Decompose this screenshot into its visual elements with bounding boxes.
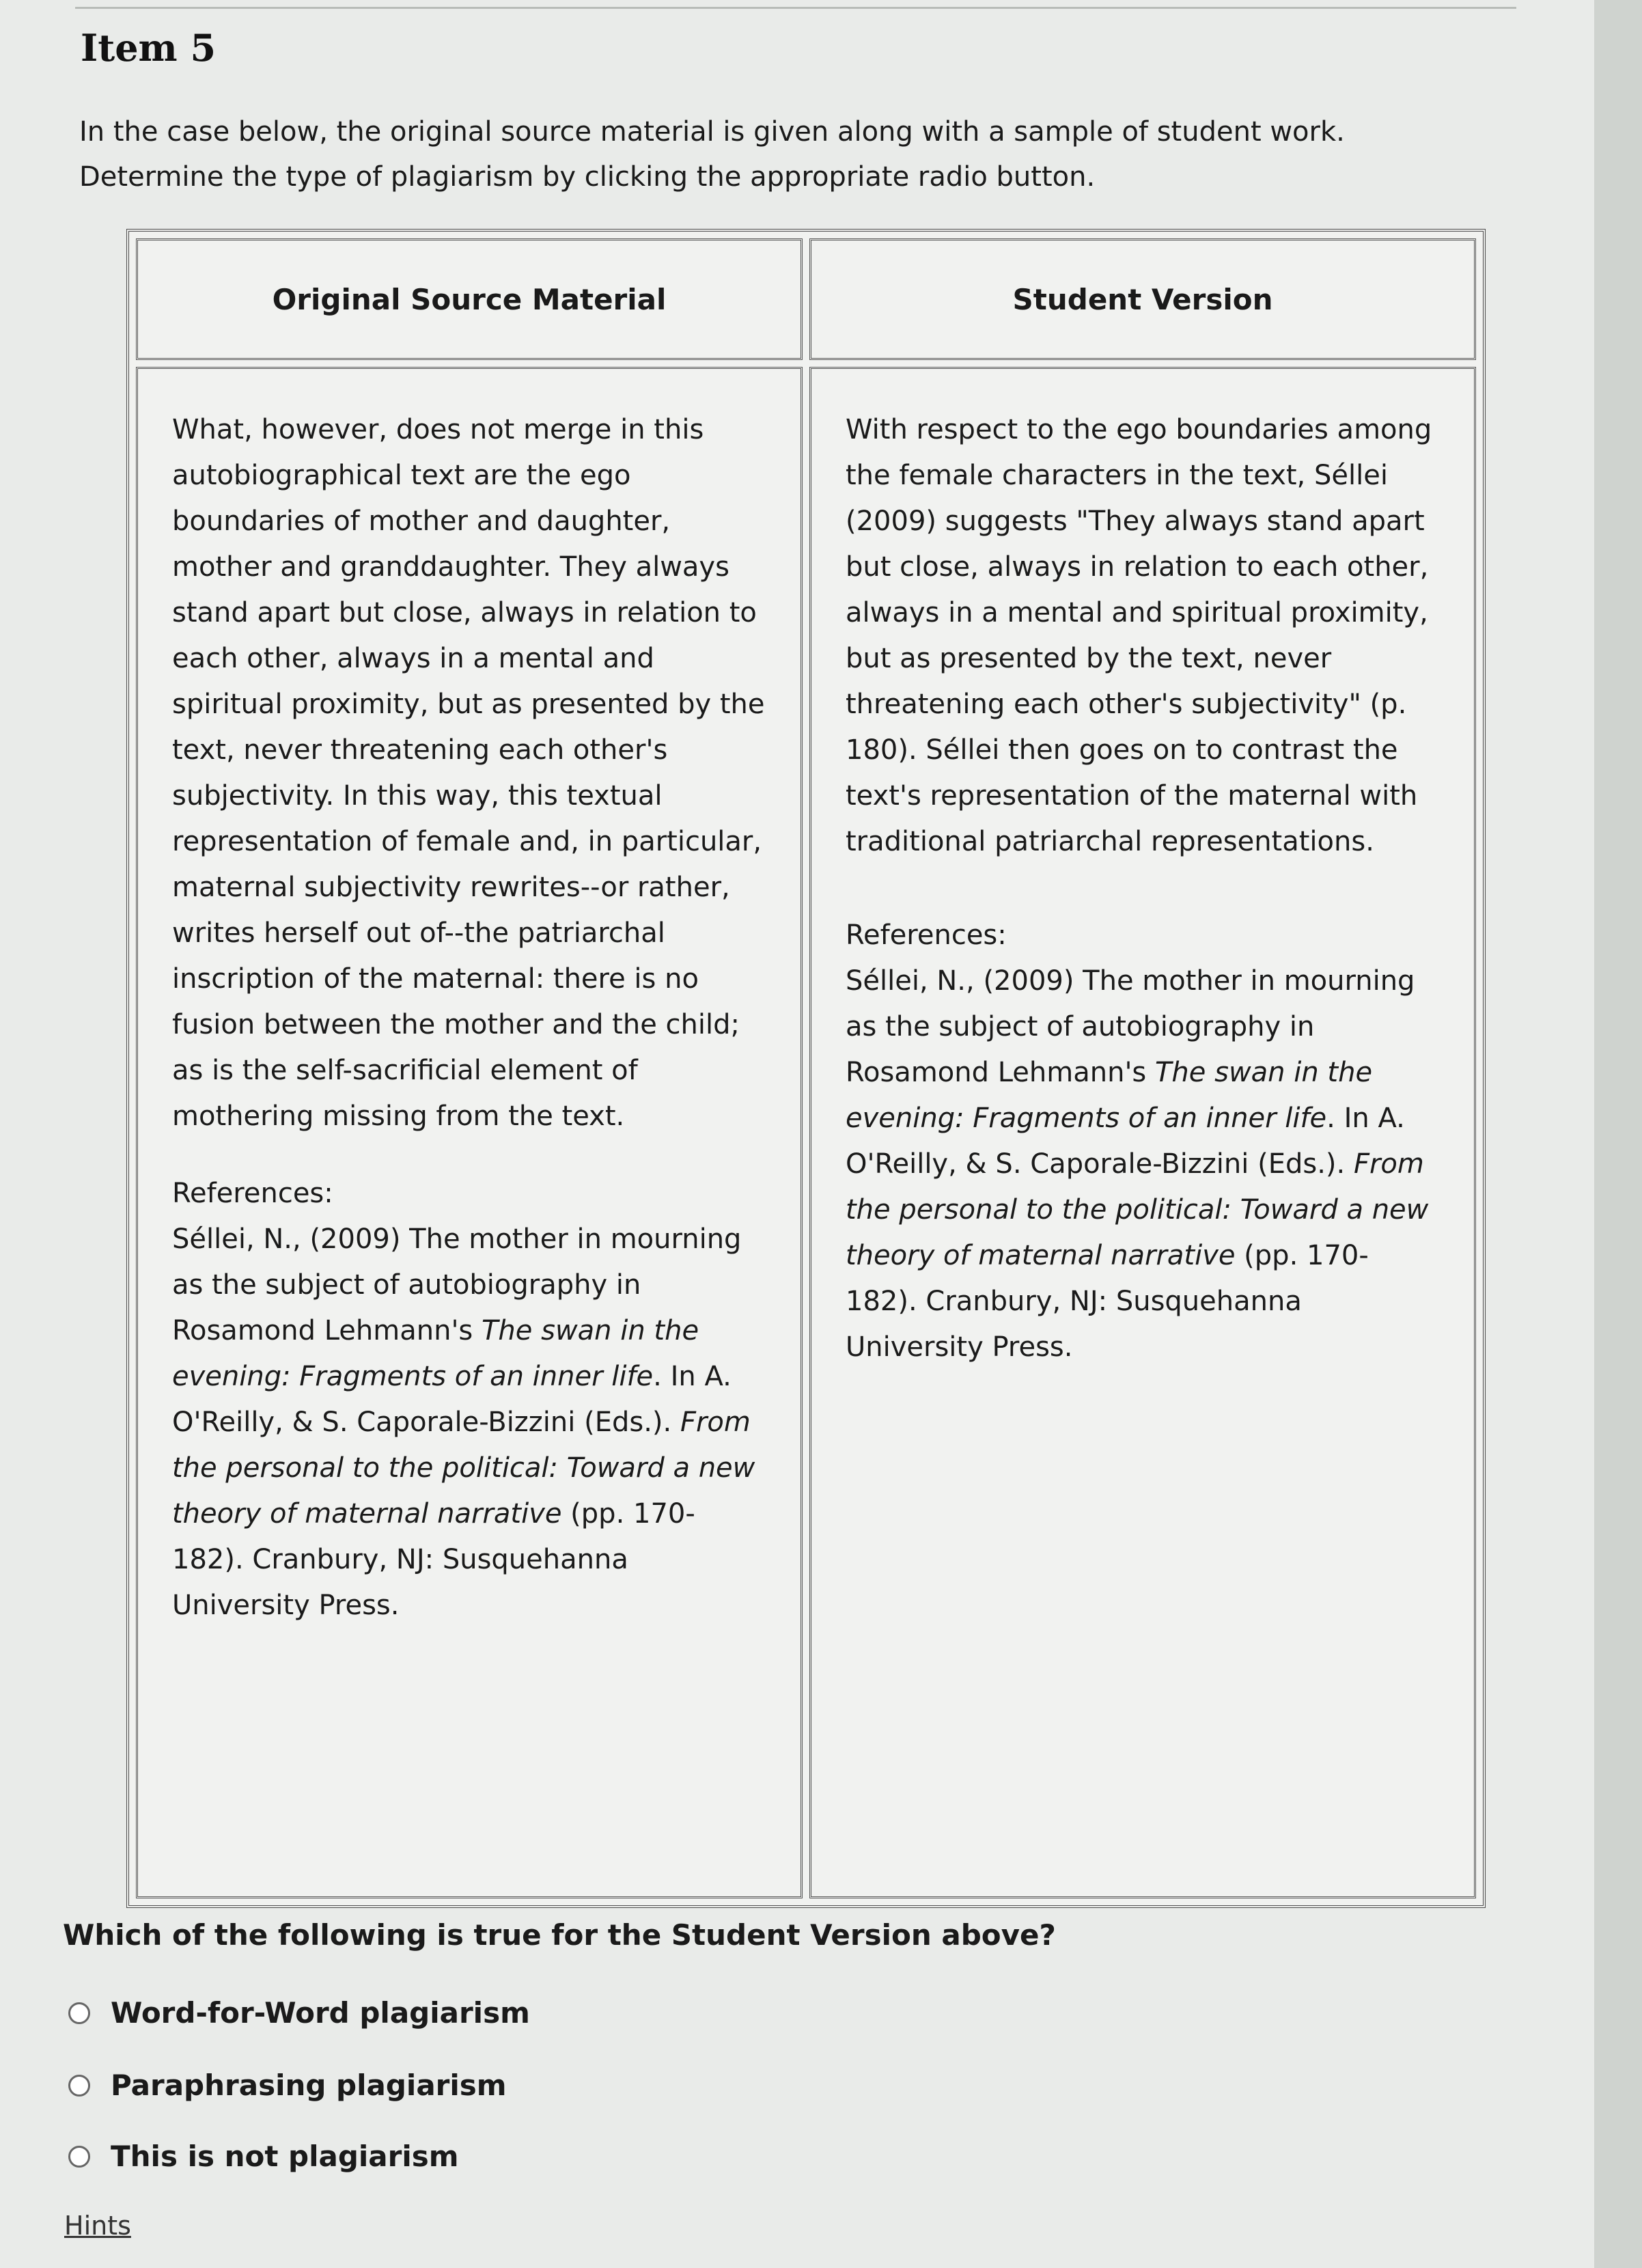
student-references-label: References: [846,919,1007,951]
header-original-source: Original Source Material [136,238,803,360]
radio-button-icon[interactable] [68,2075,90,2097]
option-label: Paraphrasing plagiarism [111,2069,507,2102]
source-ref-book-title: The swan in the evening: Fragments of an inner life [172,1315,699,1392]
option-word-for-word[interactable] [68,1996,530,2030]
source-reference-entry [172,1217,766,1629]
option-label: This is not plagiarism [111,2140,459,2173]
student-ref-part2: . In A. O'Reilly, & S. Caporale-Bizzini (Eds.). [846,1103,1405,1180]
comparison-table [126,229,1486,1908]
student-reference-entry [846,958,1440,1370]
source-text: What, however, does not merge in this autobiographical text are the ego boundaries of mother and daughter, mother and granddaughter. They always stand apart but close, always in relation to each other, always in a mental and spiritual proximity, but as presented by the text, never threatening each other's subjectivity. In this way, this textual representation of female and, in particular, maternal subjectivity rewrites--or rather, writes herself out of--the patriarchal inscription of the maternal: there is no fusion between the mother and the child; as is the self-sacrificial element of mothering missing from the text. [172,414,765,1132]
source-ref-part1: Séllei, N., (2009) The mother in mourning as the subject of autobiography in Rosamond Lehmann's [172,1223,742,1346]
original-source-cell [136,367,803,1898]
item-title: Item 5 [81,26,217,70]
source-references [172,1171,766,1629]
student-ref-book-title: The swan in the evening: Fragments of an inner life [846,1057,1373,1134]
student-ref-part1: Séllei, N., (2009) The mother in mourning as the subject of autobiography in Rosamond Lehmann's [846,965,1415,1088]
source-ref-part2: . In A. O'Reilly, & S. Caporale-Bizzini (Eds.). [172,1361,732,1438]
student-text: With respect to the ego boundaries among the female characters in the text, Séllei (2009) suggests "They always stand apart but close, always in relation to each other, always in a mental and spiritual proximity, but as presented by the text, never threatening each other's subjectivity" (p. 180). Séllei then goes on to contrast the text's representation of the maternal with traditional patriarchal representations. [846,414,1432,857]
student-ref-collection-title: From the personal to the political: Toward a new theory of maternal narrative [846,1148,1429,1271]
option-paraphrasing[interactable] [68,2069,507,2102]
hints-link[interactable]: Hints [64,2211,131,2241]
instructions: In the case below, the original source material is given along with a sample of student work. Determine the type of plagiarism by clicking the appropriate radio button. [79,116,1345,193]
right-edge-shadow [1594,0,1642,2268]
table-body-row [136,367,1476,1898]
question-text: Which of the following is true for the Student Version above? [63,1918,1056,1952]
source-ref-collection-title: From the personal to the political: Toward a new theory of maternal narrative [172,1407,755,1530]
header-student-version: Student Version [809,238,1476,360]
option-not-plagiarism[interactable] [68,2140,459,2173]
source-references-label: References: [172,1178,333,1209]
table-header-row [136,238,1476,360]
top-divider [75,7,1516,9]
radio-button-icon[interactable] [68,2002,90,2024]
option-label: Word-for-Word plagiarism [111,1996,530,2030]
radio-button-icon[interactable] [68,2146,90,2168]
student-ref-part3: (pp. 170-182). Cranbury, NJ: Susquehanna University Press. [846,1240,1369,1363]
student-references [846,913,1440,1370]
source-ref-part3: (pp. 170-182). Cranbury, NJ: Susquehanna University Press. [172,1498,695,1621]
student-version-cell [809,367,1476,1898]
